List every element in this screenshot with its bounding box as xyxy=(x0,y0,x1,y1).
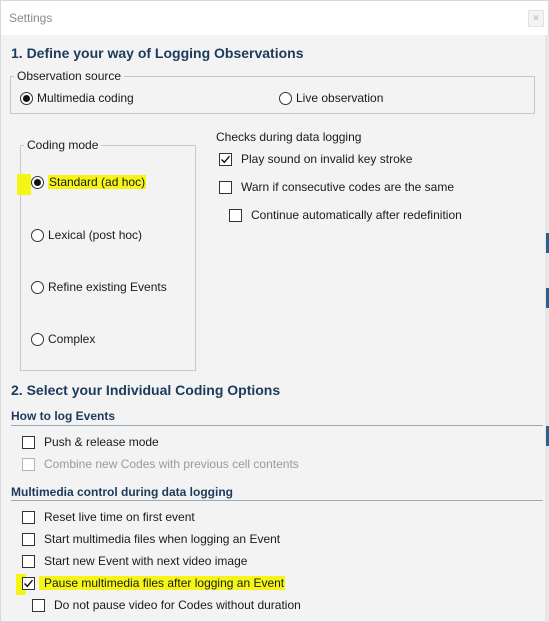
radio-label: Live observation xyxy=(296,91,384,105)
radio-button-icon xyxy=(31,333,44,346)
checkbox-reset-live-time[interactable] xyxy=(22,510,195,524)
checkbox-do-not-pause-video[interactable] xyxy=(32,598,301,612)
checkbox-label: Warn if consecutive codes are the same xyxy=(241,180,454,194)
coding-mode-legend: Coding mode xyxy=(24,138,101,152)
radio-button-icon xyxy=(31,229,44,242)
radio-complex[interactable] xyxy=(31,332,95,346)
multimedia-control-heading: Multimedia control during data logging xyxy=(11,485,233,499)
checkbox-push-release-mode[interactable] xyxy=(22,435,159,449)
checkbox-icon xyxy=(22,533,35,546)
checkbox-icon xyxy=(219,181,232,194)
radio-button-icon xyxy=(279,92,292,105)
divider xyxy=(11,500,543,501)
checkbox-play-sound-invalid-key[interactable] xyxy=(219,152,412,166)
radio-button-icon xyxy=(31,176,44,189)
checkbox-start-multimedia-files[interactable] xyxy=(22,532,280,546)
radio-lexical-post-hoc[interactable] xyxy=(31,228,142,242)
how-to-log-events-heading: How to log Events xyxy=(11,409,116,423)
checkbox-label: Reset live time on first event xyxy=(44,510,195,524)
checkbox-label: Do not pause video for Codes without duration xyxy=(54,598,301,612)
checkbox-label: Pause multimedia files after logging an Event xyxy=(39,576,285,590)
checkbox-combine-new-codes xyxy=(22,457,299,471)
radio-label: Multimedia coding xyxy=(37,91,134,105)
checks-during-logging-label: Checks during data logging xyxy=(216,130,362,144)
checkbox-icon xyxy=(22,436,35,449)
highlight-mark xyxy=(17,174,31,195)
observation-source-legend: Observation source xyxy=(14,69,124,83)
checkbox-icon xyxy=(22,458,35,471)
radio-button-icon xyxy=(31,281,44,294)
radio-live-observation[interactable] xyxy=(279,91,383,105)
radio-label: Lexical (post hoc) xyxy=(48,228,143,242)
checkbox-label: Continue automatically after redefinition xyxy=(251,208,462,222)
checkbox-checked-icon xyxy=(22,577,35,590)
checkbox-label: Combine new Codes with previous cell contents xyxy=(44,457,299,471)
checkbox-label: Play sound on invalid key stroke xyxy=(241,152,413,166)
radio-label: Complex xyxy=(48,332,96,346)
checkbox-warn-consecutive-codes[interactable] xyxy=(219,180,454,194)
checkbox-pause-multimedia-files[interactable] xyxy=(22,576,285,590)
checkbox-label: Start new Event with next video image xyxy=(44,554,248,568)
window-title: Settings xyxy=(9,11,53,25)
section-2-title: 2. Select your Individual Coding Options xyxy=(11,382,281,398)
close-icon: ✕ xyxy=(532,13,540,23)
close-button[interactable] xyxy=(528,10,544,27)
checkbox-checked-icon xyxy=(219,153,232,166)
checkbox-icon xyxy=(22,555,35,568)
radio-label: Standard (ad hoc) xyxy=(49,175,146,189)
divider xyxy=(11,425,543,426)
checkbox-label: Push & release mode xyxy=(44,435,159,449)
radio-refine-existing-events[interactable] xyxy=(31,280,167,294)
right-edge-strip xyxy=(545,35,549,622)
checkbox-icon xyxy=(229,209,242,222)
section-1-title: 1. Define your way of Logging Observations xyxy=(11,45,304,61)
checkbox-icon xyxy=(22,511,35,524)
radio-multimedia-coding[interactable] xyxy=(20,91,134,105)
radio-button-icon xyxy=(20,92,33,105)
checkbox-continue-after-redefinition[interactable] xyxy=(229,208,462,222)
checkbox-label: Start multimedia files when logging an Event xyxy=(44,532,281,546)
radio-label: Refine existing Events xyxy=(48,280,167,294)
title-bar xyxy=(1,1,548,35)
checkbox-start-new-event-next-image[interactable] xyxy=(22,554,247,568)
checkbox-icon xyxy=(32,599,45,612)
radio-standard-ad-hoc[interactable] xyxy=(31,175,146,189)
